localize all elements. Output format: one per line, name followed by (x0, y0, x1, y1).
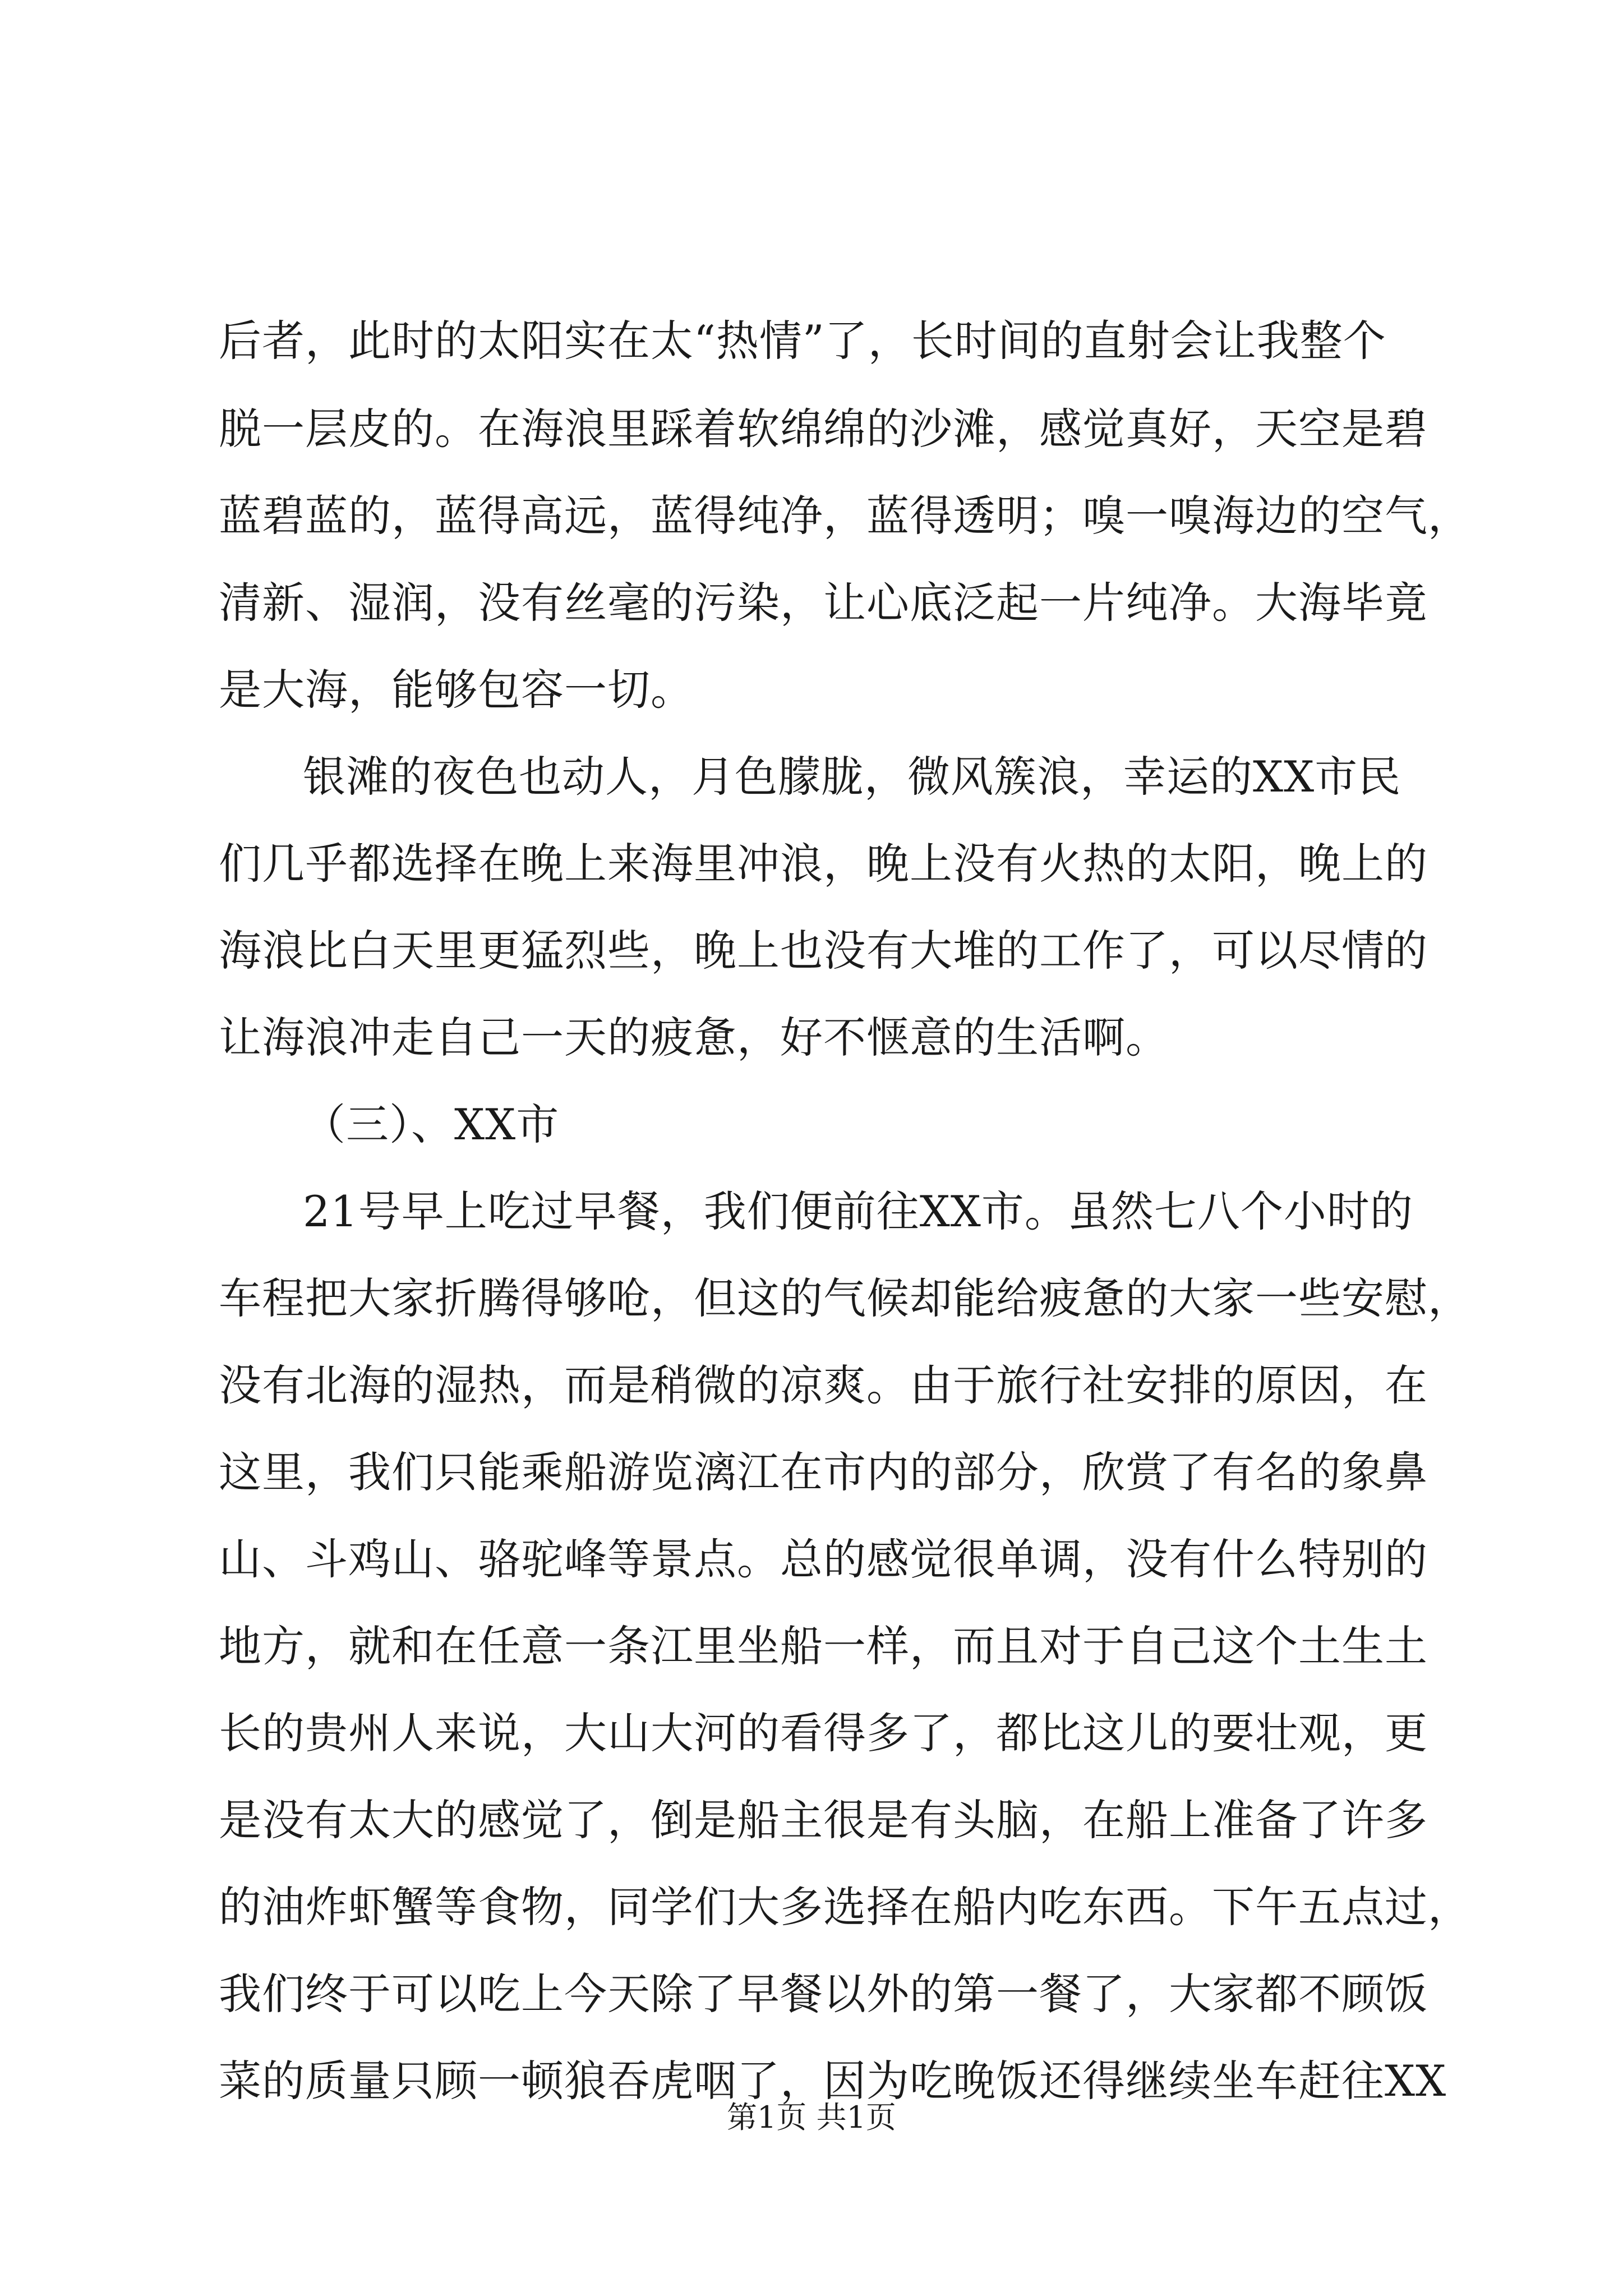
text-line: 没有北海的湿热，而是稍微的凉爽。由于旅行社安排的原因，在 (219, 1360, 1428, 1410)
paragraph-start-line: 银滩的夜色也动人，月色朦胧，微风簇浪，幸运的XX市民 (303, 752, 1401, 802)
text-line: 清新、湿润，没有丝毫的污染，让心底泛起一片纯净。大海毕竟 (219, 578, 1428, 628)
text-line: 的油炸虾蟹等食物，同学们大多选择在船内吃东西。下午五点过， (219, 1882, 1471, 1932)
page-footer: 第1页 共1页 (727, 2100, 896, 2135)
text-line: 地方，就和在任意一条江里坐船一样，而且对于自己这个土生土 (219, 1621, 1428, 1671)
paragraph-start-line: 21号早上吃过早餐，我们便前往XX市。虽然七八个小时的 (303, 1186, 1413, 1236)
text-line: 是大海，能够包容一切。 (219, 665, 694, 715)
text-line: 后者，此时的太阳实在太“热情”了，长时间的直射会让我整个 (219, 316, 1386, 366)
text-line: 脱一层皮的。在海浪里踩着软绵绵的沙滩，感觉真好，天空是碧 (219, 404, 1428, 454)
text-line: 海浪比白天里更猛烈些，晚上也没有大堆的工作了，可以尽情的 (219, 926, 1428, 976)
text-line: 让海浪冲走自己一天的疲惫，好不惬意的生活啊。 (219, 1013, 1169, 1062)
text-line: 这里，我们只能乘船游览漓江在市内的部分，欣赏了有名的象鼻 (219, 1447, 1428, 1497)
text-line: 们几乎都选择在晚上来海里冲浪，晚上没有火热的太阳，晚上的 (219, 839, 1428, 889)
text-line: 我们终于可以吃上今天除了早餐以外的第一餐了，大家都不顾饭 (219, 1969, 1428, 2019)
text-line: 蓝碧蓝的，蓝得高远，蓝得纯净，蓝得透明；嗅一嗅海边的空气， (219, 491, 1471, 541)
text-line: 长的贵州人来说，大山大河的看得多了，都比这儿的要壮观，更 (219, 1708, 1428, 1758)
text-line: 山、斗鸡山、骆驼峰等景点。总的感觉很单调，没有什么特别的 (219, 1534, 1428, 1584)
text-line: 菜的质量只顾一顿狼吞虎咽了，因为吃晚饭还得继续坐车赶往XX (219, 2056, 1447, 2106)
section-heading: （三）、XX市 (303, 1099, 560, 1149)
text-line: 车程把大家折腾得够呛，但这的气候却能给疲惫的大家一些安慰， (219, 1273, 1471, 1323)
text-line: 是没有太大的感觉了，倒是船主很是有头脑，在船上准备了许多 (219, 1795, 1428, 1845)
